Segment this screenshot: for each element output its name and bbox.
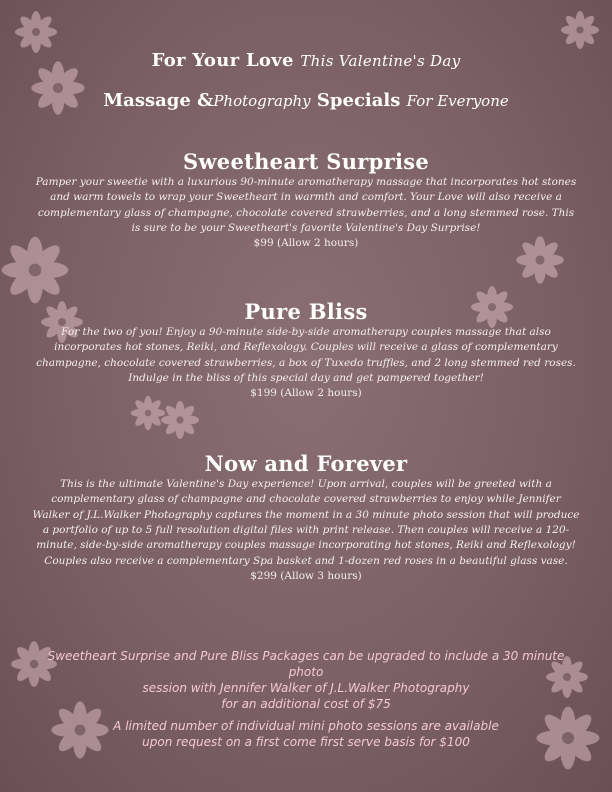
package-description: For the two of you! Enjoy a 90-minute side-by-side aromatherapy couples massage that also incorporates hot stones, Reiki, and Reflexology. Couples will receive a glass of complementary champagne, chocolate covered strawberries, a box of Tuxedo truffles, and 2 long stemmed red roses. Indulge in the bliss of this special day and get pampered together!: [36, 326, 576, 384]
package-title: Now and Forever: [204, 451, 408, 476]
package-price: $99 (Allow 2 hours): [253, 237, 359, 250]
flower-icon: [560, 10, 600, 50]
package-description: This is the ultimate Valentine's Day experience! Upon arrival, couples will be greeted with a complementary glass of champagne and chocolate covered strawberries to enjoy while Jennifer Walker of J.L.Walker Photography captures the moment in a 30 minute photo session that will produce a portfolio of up to 5 full resolution digital files with print release. Then couples will receive a 120-minute, side-by-side aromatherapy couples massage incorporating hot stones, Reiki and Reflexology! Couples also receive a complementary Spa basket and 1-dozen red roses in a beautiful glass vase.: [32, 478, 580, 567]
header-line-2: [0, 92, 612, 110]
package-price: $199 (Allow 2 hours): [250, 387, 362, 400]
header-photography-label: Photography: [213, 92, 311, 110]
mini-session-note-line: upon request on a first come first serve basis for $100: [142, 735, 470, 749]
package-sweetheart-surprise: [32, 150, 580, 251]
header-specials-label: Specials: [316, 90, 401, 111]
upgrade-note-line: session with Jennifer Walker of J.L.Walker Photography: [142, 681, 470, 695]
upgrade-note-line: Sweetheart Surprise and Pure Bliss Packages can be upgraded to include a 30 minute photo: [47, 649, 565, 679]
upgrade-note-line: for an additional cost of $75: [221, 697, 391, 711]
flower-icon: [160, 400, 200, 440]
mini-session-note-line: A limited number of individual mini photo sessions are available: [113, 719, 499, 733]
package-description: Pamper your sweetie with a luxurious 90-minute aromatherapy massage that incorporates hot stones and warm towels to wrap your Sweetheart in warmth and comfort. Your Love will also receive a complementary glass of champagne, chocolate covered strawberries, and a long stemmed rose. This is sure to be your Sweetheart's favorite Valentine's Day Surprise!: [35, 176, 577, 234]
package-title: Sweetheart Surprise: [182, 149, 430, 174]
header-for-everyone-label: For Everyone: [406, 92, 509, 110]
flower-icon: [14, 10, 58, 54]
package-now-and-forever: [32, 452, 580, 584]
mini-session-note: [30, 718, 582, 750]
header-title-script: This Valentine's Day: [300, 52, 461, 70]
upgrade-note: [30, 648, 582, 712]
header-line-1: [0, 52, 612, 70]
package-title: Pure Bliss: [244, 299, 368, 324]
package-price: $299 (Allow 3 hours): [250, 569, 362, 582]
flyer-header: [0, 52, 612, 110]
package-pure-bliss: [32, 300, 580, 401]
header-title-bold: For Your Love: [151, 50, 294, 71]
header-massage-label: Massage &: [103, 90, 214, 111]
